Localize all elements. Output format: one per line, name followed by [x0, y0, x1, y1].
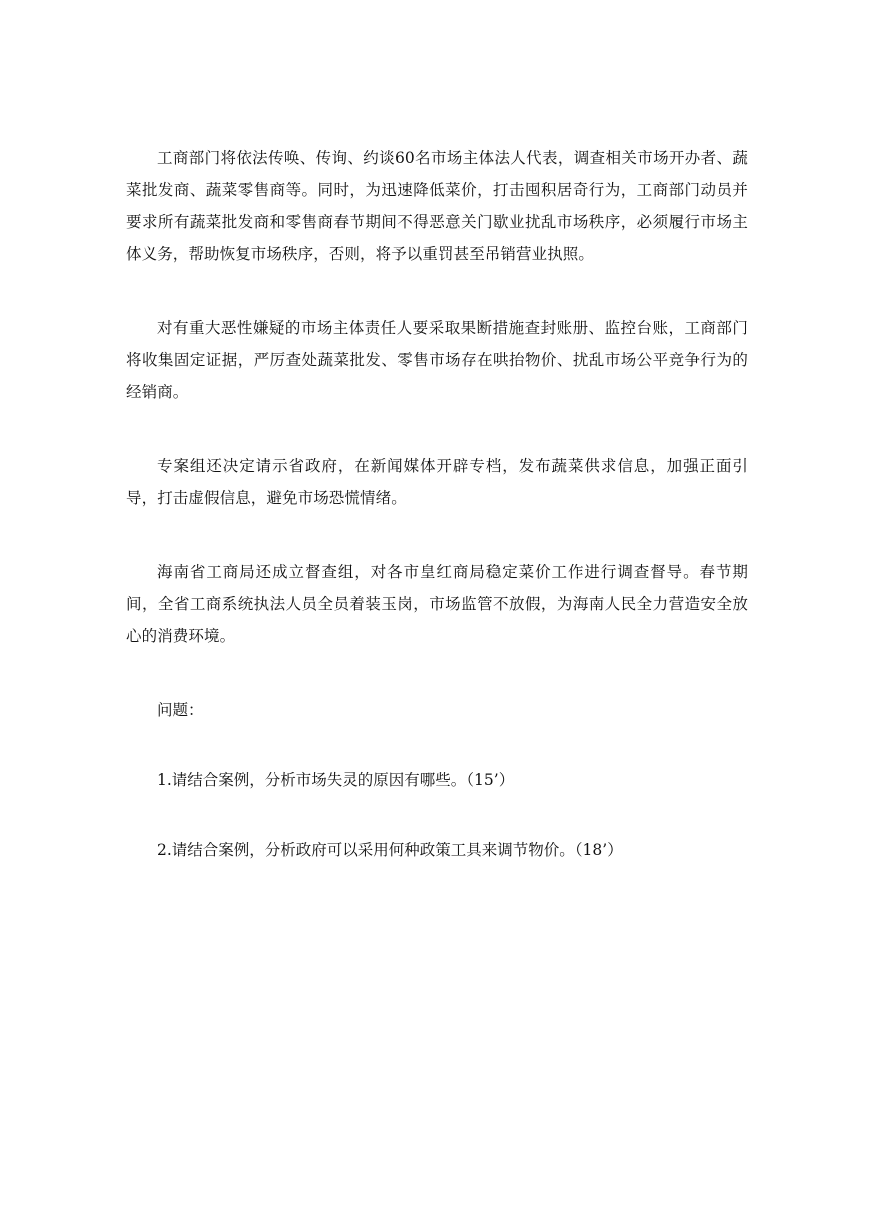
- document-body: [126, 142, 748, 866]
- paragraph-1: 工商部门将依法传唤、传询、约谈60名市场主体法人代表，调查相关市场开办者、蔬菜批发商、蔬菜零售商等。同时，为迅速降低菜价，打击囤积居奇行为，工商部门动员并要求所有蔬菜批发商和零售商春节期间不得恶意关门歇业扰乱市场秩序，必须履行市场主体义务，帮助恢复市场秩序，否则，将予以重罚甚至吊销营业执照。: [126, 149, 748, 263]
- question-1: 1.请结合案例，分析市场失灵的原因有哪些。（15’）: [157, 771, 515, 789]
- paragraph-4: 海南省工商局还成立督查组，对各市皇红商局稳定菜价工作进行调查督导。春节期间，全省工商系统执法人员全员着装玉岗，市场监管不放假，为海南人民全力营造安全放心的消费环境。: [126, 563, 748, 645]
- spacer: [126, 726, 748, 764]
- paragraph-2: 对有重大恶性嫌疑的市场主体责任人要采取果断措施查封账册、监控台账，工商部门将收集固定证据，严厉查处蔬菜批发、零售市场存在哄抬物价、扰乱市场公平竞争行为的经销商。: [126, 319, 748, 401]
- spacer: [126, 270, 748, 312]
- paragraph-3: 专案组还决定请示省政府，在新闻媒体开辟专档，发布蔬菜供求信息，加强正面引导，打击虚假信息，避免市场恐慌情绪。: [126, 457, 748, 507]
- spacer: [126, 652, 748, 694]
- spacer: [126, 408, 748, 450]
- spacer: [126, 796, 748, 834]
- questions-heading: 问题：: [157, 701, 204, 719]
- spacer: [126, 514, 748, 556]
- question-2: 2.请结合案例，分析政府可以采用何种政策工具来调节物价。（18’）: [157, 841, 623, 859]
